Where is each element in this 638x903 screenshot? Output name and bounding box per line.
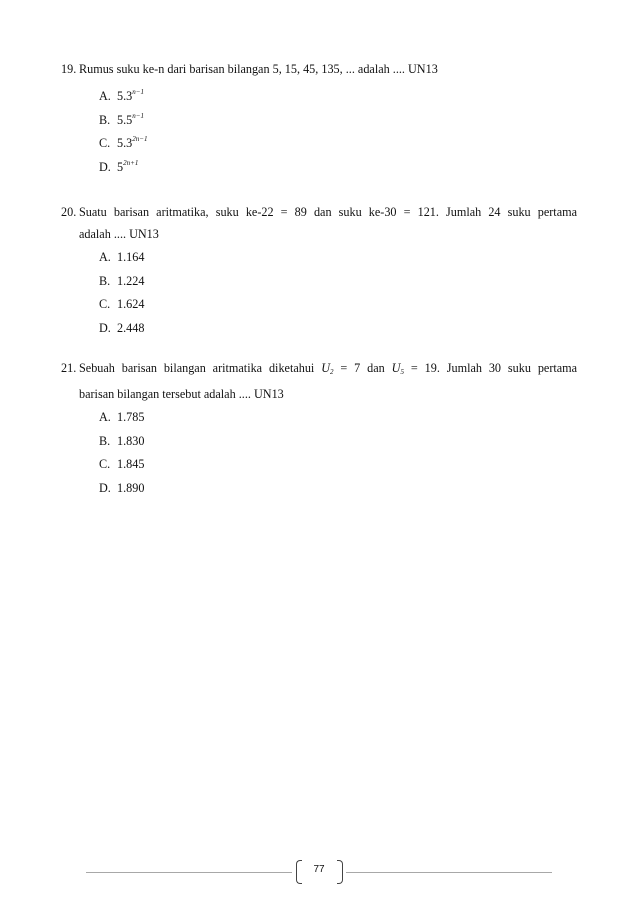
option-a: A. 1.785 — [99, 410, 145, 424]
option-c: C. 1.845 — [99, 457, 145, 471]
footer-rule-right — [346, 872, 552, 873]
option-c: C. 1.624 — [99, 297, 145, 311]
options-list — [99, 406, 577, 500]
option-a: A. $5.3^{n-1}$ — [99, 88, 144, 103]
question-19 — [61, 59, 577, 179]
question-21 — [61, 357, 577, 500]
u5-value: = 19 — [410, 361, 437, 375]
option-a: A. 1.164 — [99, 250, 145, 264]
page-number-bracket-left — [296, 860, 302, 884]
question-number: 20. — [61, 205, 77, 219]
option-b: B. 1.830 — [99, 433, 145, 448]
page-number-bracket-right — [337, 860, 343, 884]
option-d: D. 1.890 — [99, 480, 145, 495]
and-word: dan — [367, 361, 385, 375]
option-c: C. $5.3^{2n-1}$ — [99, 135, 148, 150]
option-d: D. 2.448 — [99, 320, 145, 335]
question-21-stem — [61, 357, 577, 405]
question-19-stem — [61, 59, 577, 79]
u2-symbol: U — [321, 361, 331, 375]
u2-value: = 7 — [340, 361, 361, 375]
question-text-line2: adalah .... UN13 — [79, 227, 159, 241]
question-text: Rumus suku ke-n dari barisan bilangan 5, 15, 45, 135, ... adalah .... UN13 — [79, 62, 438, 76]
page-number: 77 — [313, 864, 325, 875]
question-text-line1-pre: Sebuah barisan bilangan aritmatika diketahui — [79, 361, 315, 375]
u5-subscript: 5 — [400, 368, 404, 376]
question-text-line1: Suatu barisan aritmatika, suku ke-22 = 89 dan suku ke-30 = 121. Jumlah 24 suku pertama — [79, 205, 577, 219]
options-list — [99, 246, 577, 340]
u5-symbol: U — [391, 361, 401, 375]
question-number: 19. — [61, 62, 77, 76]
option-d: D. $5^{2n+1}$ — [99, 158, 139, 174]
option-b: B. $5.5^{n-1}$ — [99, 111, 144, 127]
footer-rule-left — [86, 872, 292, 873]
question-20-stem — [61, 201, 577, 245]
question-20 — [61, 201, 577, 340]
question-text-line2: barisan bilangan tersebut adalah .... UN13 — [79, 387, 284, 401]
option-b: B. 1.224 — [99, 273, 145, 288]
options-list — [99, 85, 577, 179]
u2-subscript: 2 — [330, 368, 334, 376]
question-text-line1-post: . Jumlah 30 suku pertama — [436, 361, 578, 375]
question-number: 21. — [61, 361, 77, 375]
